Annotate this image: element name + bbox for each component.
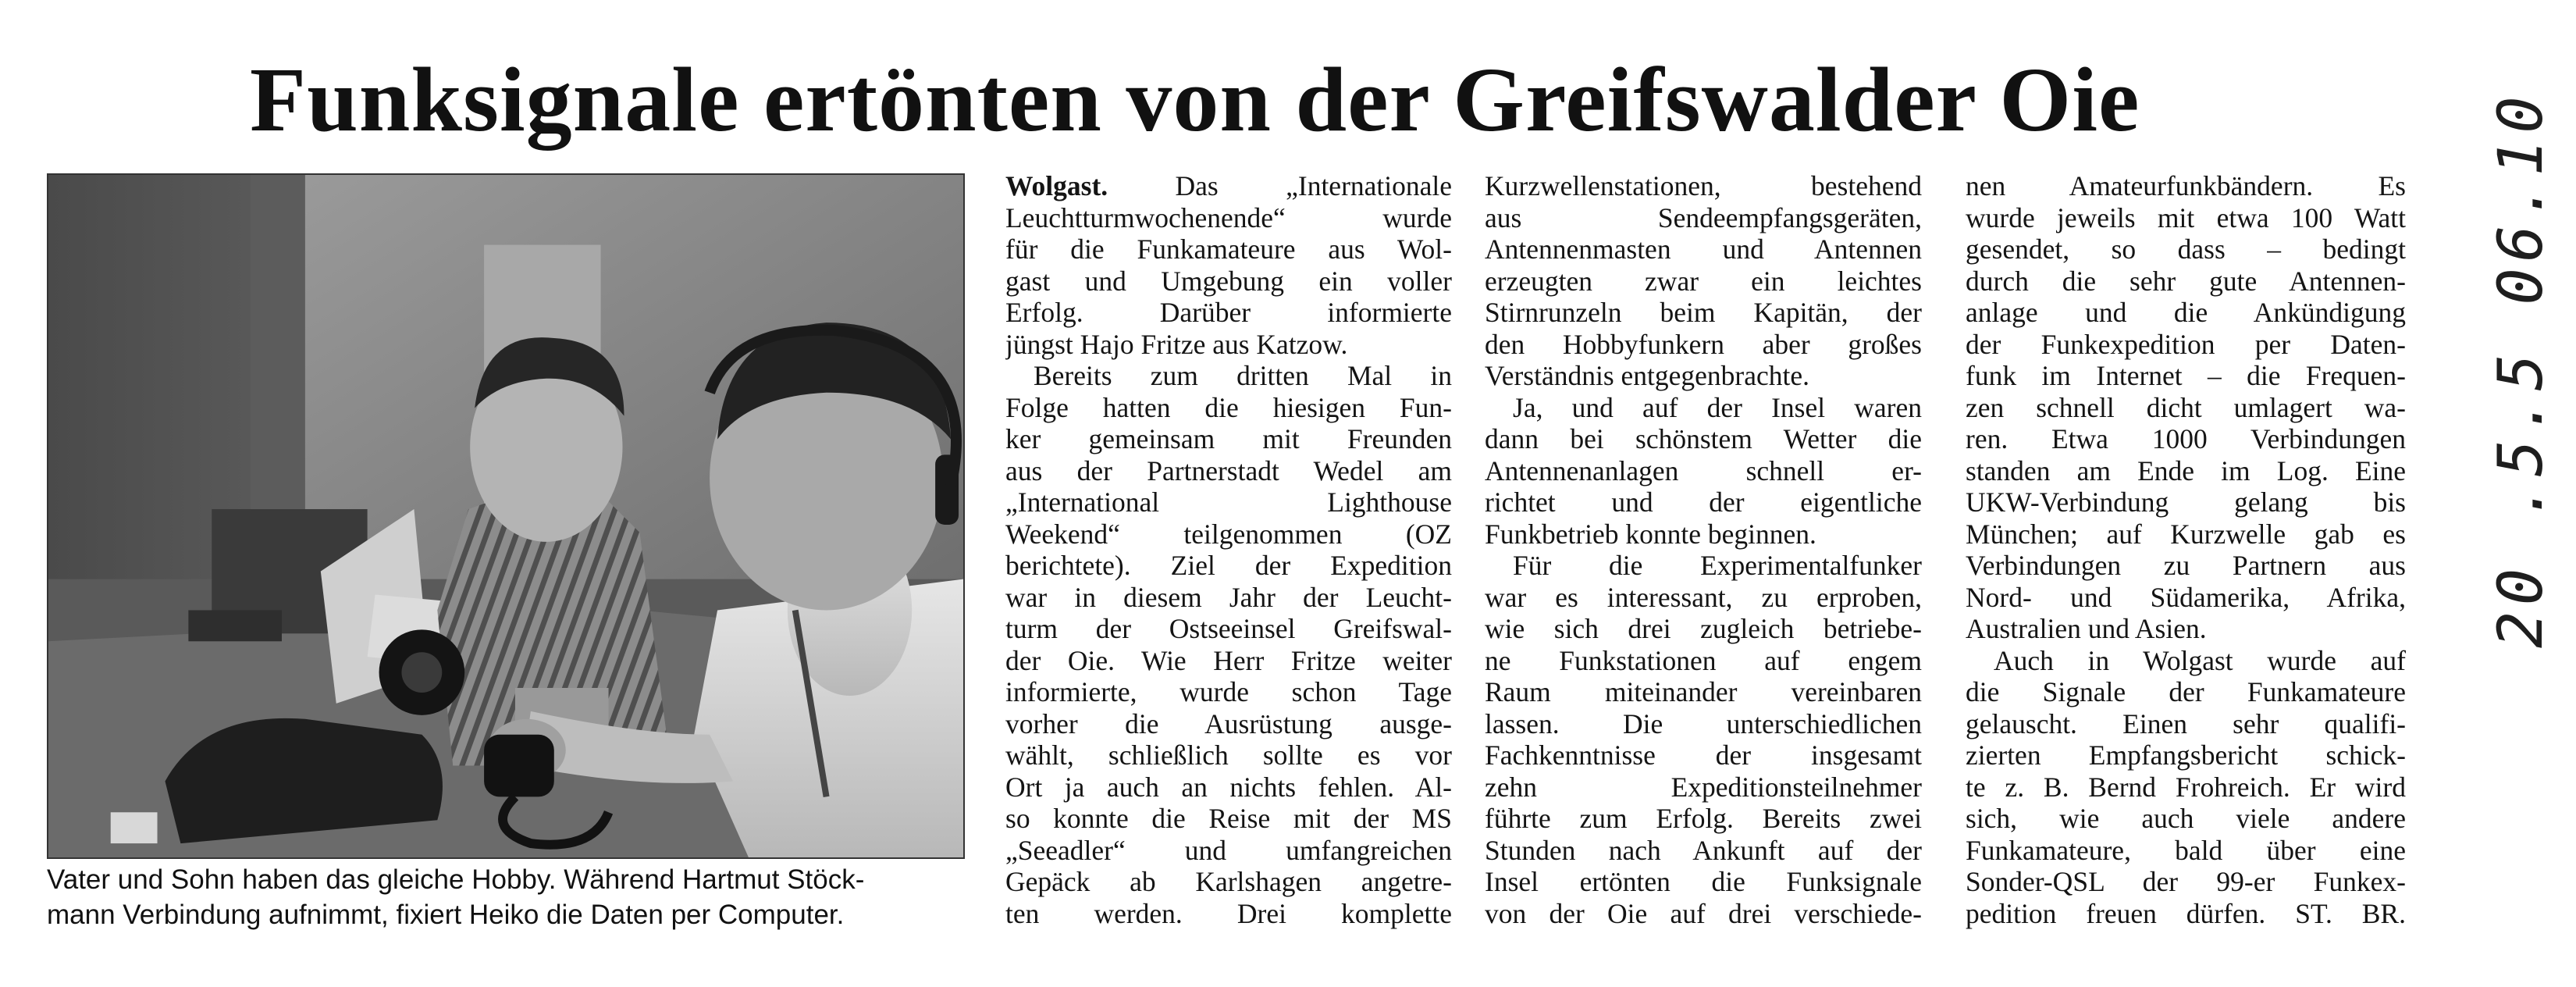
article-line: Leuchtturmwochenende“ wurde bbox=[1005, 201, 1452, 233]
article-line: „Seeadler“ und umfangreichen bbox=[1005, 834, 1452, 866]
article-line: der Oie. Wie Herr Fritze weiter bbox=[1005, 644, 1452, 676]
dateline: Wolgast. bbox=[1005, 170, 1108, 201]
article-line: Antennenmasten und Antennen bbox=[1485, 233, 1922, 265]
article-line: zen schnell dicht umlagert wa- bbox=[1966, 391, 2406, 423]
article-line: informierte, wurde schon Tage bbox=[1005, 676, 1452, 707]
article-line: UKW-Verbindung gelang bis bbox=[1966, 486, 2406, 518]
article-line: turm der Ostseeinsel Greifswal- bbox=[1005, 613, 1452, 644]
article-line: Für die Experimentalfunker bbox=[1513, 550, 1922, 581]
article-line: jüngst Hajo Fritze aus Katzow. bbox=[1005, 328, 1348, 360]
photo-caption bbox=[47, 862, 976, 948]
article-line: funk im Internet – die Frequen- bbox=[1966, 360, 2406, 391]
article-line: aus Sendeempfangsgeräten, bbox=[1485, 201, 1922, 233]
article-line: Erfolg. Darüber informierte bbox=[1005, 297, 1452, 328]
article-line: anlage und die Ankündigung bbox=[1966, 297, 2406, 328]
article-line: „International Lighthouse bbox=[1005, 486, 1452, 518]
article-line: Funkamateure, bald über eine bbox=[1966, 834, 2406, 866]
article-line: erzeugten zwar ein leichtes bbox=[1485, 265, 1922, 297]
article-line: Stirnrunzeln beim Kapitän, der bbox=[1485, 297, 1922, 328]
article-line: Auch in Wolgast wurde auf bbox=[1994, 644, 2406, 676]
caption-line: Vater und Sohn haben das gleiche Hobby. Während Hartmut Stöck- bbox=[47, 864, 865, 895]
archive-stamp bbox=[2459, 90, 2576, 679]
article-line: von der Oie auf drei verschiede- bbox=[1485, 897, 1922, 929]
article-line: Weekend“ teilgenommen (OZ bbox=[1005, 518, 1452, 550]
article-line: nen Amateurfunkbändern. Es bbox=[1966, 170, 2406, 201]
article-line: Funkbetrieb konnte beginnen. bbox=[1485, 518, 1816, 550]
article-line: zehn Expeditionsteilnehmer bbox=[1485, 771, 1922, 803]
article-line: die Signale der Funkamateure bbox=[1966, 676, 2406, 707]
article-line: für die Funkamateure aus Wol- bbox=[1005, 233, 1452, 265]
article-line: Australien und Asien. bbox=[1966, 613, 2207, 644]
article-column-1 bbox=[1005, 170, 1452, 951]
article-column-3 bbox=[1966, 170, 2406, 951]
article-line: aus der Partnerstadt Wedel am bbox=[1005, 454, 1452, 486]
article-line: Nord- und Südamerika, Afrika, bbox=[1966, 581, 2406, 613]
article-line: München; auf Kurzwelle gab es bbox=[1966, 518, 2406, 550]
article-line: führte zum Erfolg. Bereits zwei bbox=[1485, 803, 1922, 834]
article-line: Antennenanlagen schnell er- bbox=[1485, 454, 1922, 486]
article-line: richtet und der eigentliche bbox=[1485, 486, 1922, 518]
article-line: gelauscht. Einen sehr qualifi- bbox=[1966, 707, 2406, 739]
article-line: Bereits zum dritten Mal in bbox=[1034, 360, 1452, 391]
article-line: Ja, und auf der Insel waren bbox=[1513, 391, 1922, 423]
caption-line: mann Verbindung aufnimmt, fixiert Heiko die Daten per Computer. bbox=[47, 900, 845, 930]
article-line: ne Funkstationen auf engem bbox=[1485, 644, 1922, 676]
article-line: ker gemeinsam mit Freunden bbox=[1005, 423, 1452, 454]
article-line: den Hobbyfunkern aber großes bbox=[1485, 328, 1922, 360]
article-line: Stunden nach Ankunft auf der bbox=[1485, 834, 1922, 866]
article-line: standen am Ende im Log. Eine bbox=[1966, 454, 2406, 486]
article-line: war es interessant, zu erproben, bbox=[1485, 581, 1922, 613]
article-line: Verbindungen zu Partnern aus bbox=[1966, 550, 2406, 581]
article-line: Insel ertönten die Funksignale bbox=[1485, 866, 1922, 897]
article-line: wie sich drei zugleich betriebe- bbox=[1485, 613, 1922, 644]
article-line: sich, wie auch viele andere bbox=[1966, 803, 2406, 834]
headline: Funksignale ertönten von der Greifswalder Oie bbox=[250, 48, 2140, 151]
article-line: ren. Etwa 1000 Verbindungen bbox=[1966, 423, 2406, 454]
article-line-rest: Das „Internationale bbox=[1108, 170, 1452, 201]
article-line: wählt, schließlich sollte es vor bbox=[1005, 739, 1452, 771]
article-line: Gepäck ab Karlshagen angetre- bbox=[1005, 866, 1452, 897]
article-line: gast und Umgebung ein voller bbox=[1005, 265, 1452, 297]
article-line: Ort ja auch an nichts fehlen. Al- bbox=[1005, 771, 1452, 803]
article-line: gesendet, so dass – bedingt bbox=[1966, 233, 2406, 265]
article-line: Kurzwellenstationen, bestehend bbox=[1485, 170, 1922, 201]
archive-stamp-text: 20 .5.5 06.10 bbox=[2486, 90, 2556, 648]
article-line: ten werden. Drei komplette bbox=[1005, 897, 1452, 929]
article-line: Raum miteinander vereinbaren bbox=[1485, 676, 1922, 707]
article-line: te z. B. Bernd Frohreich. Er wird bbox=[1966, 771, 2406, 803]
article-line: pedition freuen dürfen. ST. BR. bbox=[1966, 897, 2406, 929]
article-photo bbox=[47, 173, 965, 859]
article-line: vorher die Ausrüstung ausge- bbox=[1005, 707, 1452, 739]
article-line: zierten Empfangsbericht schick- bbox=[1966, 739, 2406, 771]
article-line: Fachkenntnisse der insgesamt bbox=[1485, 739, 1922, 771]
article-line: berichtete). Ziel der Expedition bbox=[1005, 550, 1452, 581]
article-line: durch die sehr gute Antennen- bbox=[1966, 265, 2406, 297]
article-line: lassen. Die unterschiedlichen bbox=[1485, 707, 1922, 739]
article-line: Verständnis entgegenbrachte. bbox=[1485, 360, 1809, 391]
article-column-2 bbox=[1485, 170, 1922, 951]
article-line: Sonder-QSL der 99-er Funkex- bbox=[1966, 866, 2406, 897]
article-line bbox=[1005, 170, 1452, 202]
photo-image bbox=[48, 175, 963, 857]
article-line: so konnte die Reise mit der MS bbox=[1005, 803, 1452, 834]
article-line: der Funkexpedition per Daten- bbox=[1966, 328, 2406, 360]
article-line: wurde jeweils mit etwa 100 Watt bbox=[1966, 201, 2406, 233]
article-line: Folge hatten die hiesigen Fun- bbox=[1005, 391, 1452, 423]
article-line: war in diesem Jahr der Leucht- bbox=[1005, 581, 1452, 613]
article-line: dann bei schönstem Wetter die bbox=[1485, 423, 1922, 454]
